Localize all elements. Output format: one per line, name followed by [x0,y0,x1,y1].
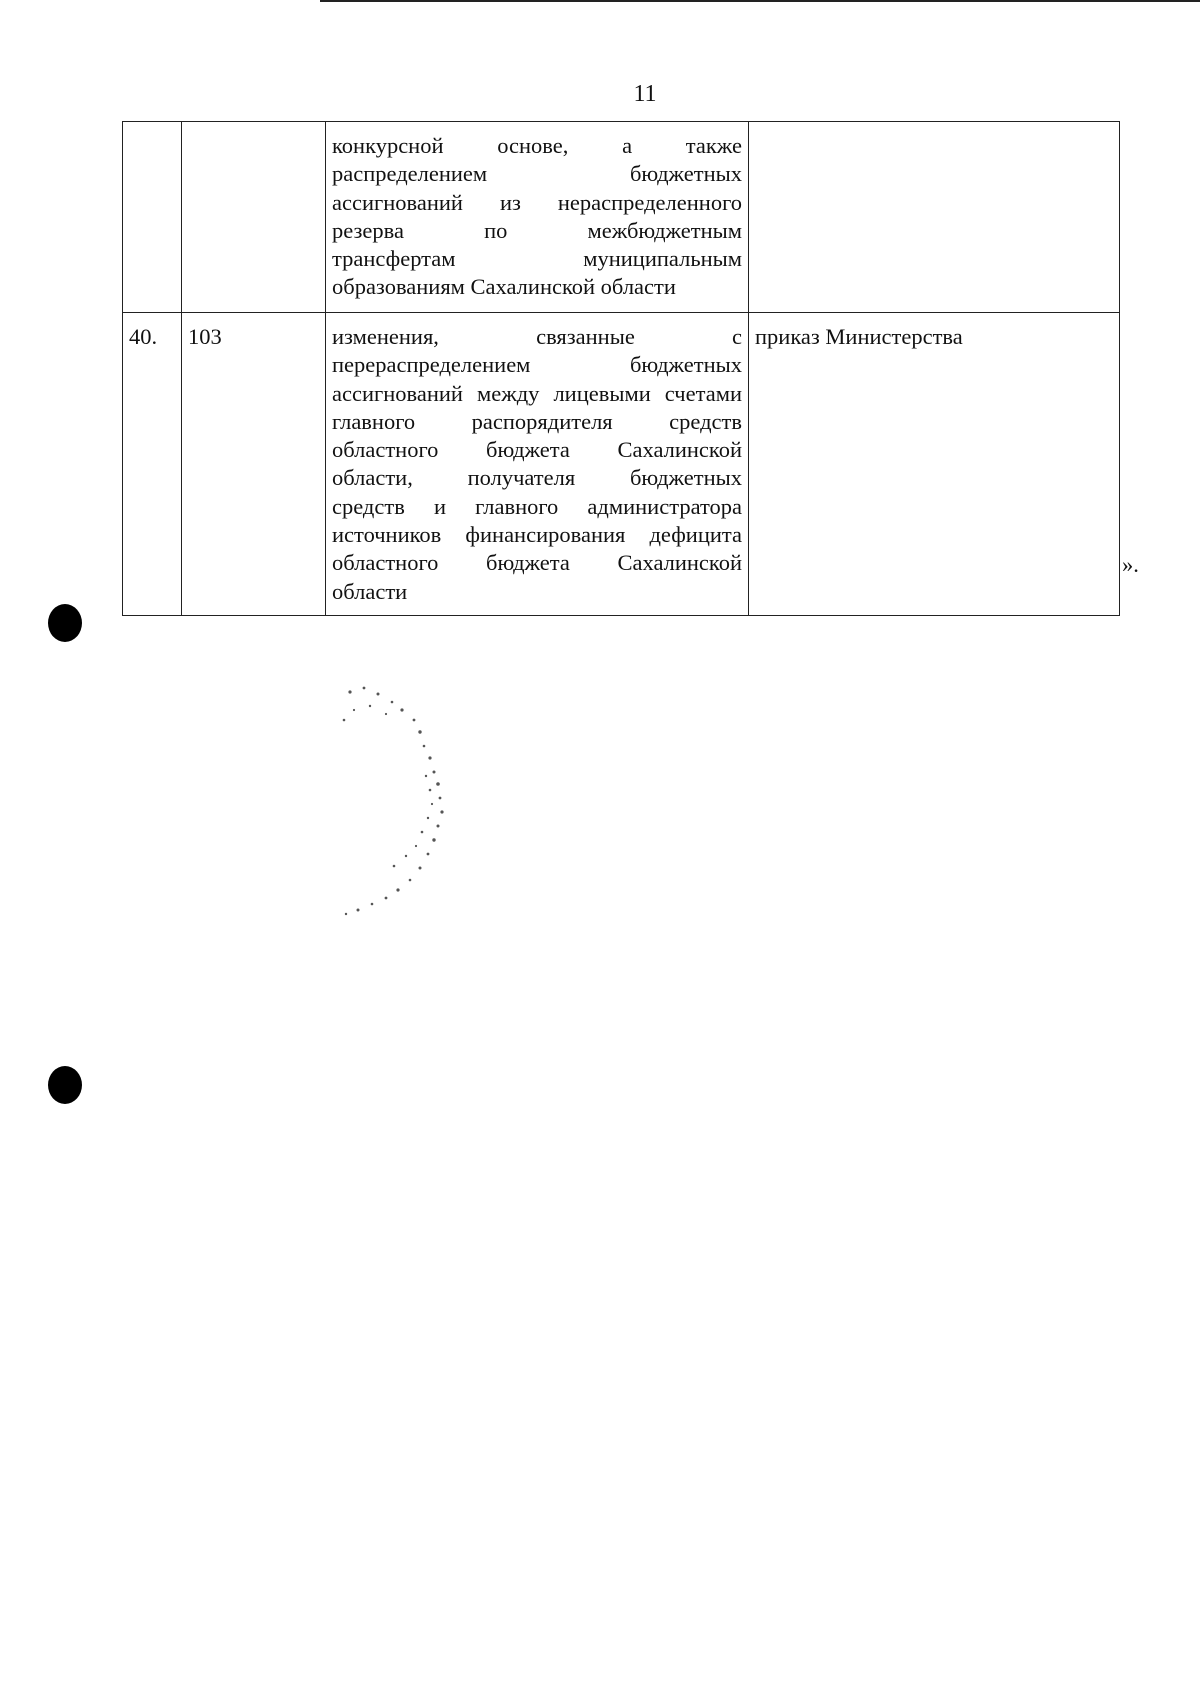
description-line: источников финансирования дефицита [332,522,742,548]
description-line: главного распорядителя средств [332,408,742,434]
faint-stamp-impression-icon [330,680,510,960]
binder-punch-hole-icon [48,1066,82,1104]
table-row [123,313,1120,616]
description-line: ассигнований между лицевыми счетами [332,380,742,406]
row-description-cell [326,122,749,313]
description-line: области, получателя бюджетных [332,465,742,491]
row-basis: приказ Министерства [755,324,963,349]
description-line: изменения, связанные с [332,324,742,349]
row-number-cell [123,122,182,313]
row-number: 40. [129,324,158,349]
description-line: ассигнований из нераспределенного [332,189,742,215]
row-description [326,313,748,610]
row-basis-cell [749,122,1120,313]
description-line: областного бюджета Сахалинской [332,550,742,576]
row-basis-cell [749,313,1120,616]
description-line: области [332,578,408,604]
description-line: резерва по межбюджетным [332,217,742,243]
closing-quote: ». [1122,552,1139,577]
binder-punch-hole-icon [48,604,82,642]
table-row [123,122,1120,313]
row-code-cell [182,122,326,313]
description-line: образованиям Сахалинской области [332,274,676,300]
description-line: перераспределением бюджетных [332,352,742,378]
row-code: 103 [188,324,222,349]
description-line: трансфертам муниципальным [332,246,742,272]
row-description-cell [326,313,749,616]
page-number: 11 [633,81,657,107]
description-line: средств и главного администратора [332,493,742,519]
description-line: конкурсной основе, а также [332,133,742,158]
row-number-cell [123,313,182,616]
page-top-edge [320,0,1200,2]
document-table [122,121,1120,616]
description-line: областного бюджета Сахалинской [332,437,742,463]
description-line: распределением бюджетных [332,161,742,187]
row-code-cell [182,313,326,616]
row-description [326,122,748,306]
